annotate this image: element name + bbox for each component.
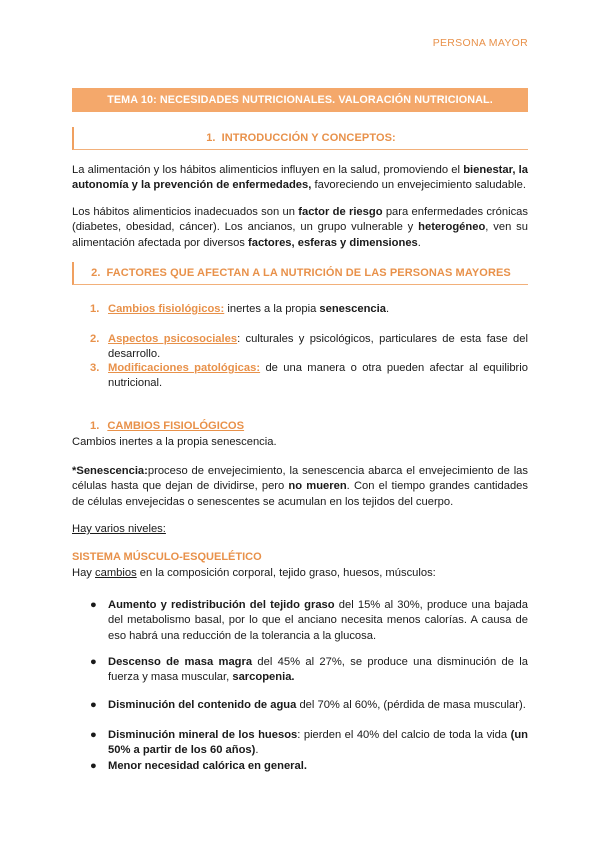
bold-span: bienestar, la autonomía y la prevención de enfermedades,: [72, 164, 528, 192]
text-span: . Con el tiempo grandes cantidades de células envejecidas o senescentes se acumulan en los tejidos del cuerpo.: [72, 480, 528, 508]
header-tag: PERSONA MAYOR: [432, 37, 528, 49]
list-number: 3.: [90, 362, 100, 374]
intro-paragraph-2: [72, 205, 528, 251]
bold-span: (un 50% a partir de los 60 años): [108, 729, 528, 757]
bold-span: factores, esferas y dimensiones: [248, 236, 418, 249]
subsection-1-title: CAMBIOS FISIOLÓGICOS: [107, 420, 245, 432]
bullet-item: [90, 598, 528, 644]
text-span: de una manera o otra pueden afectar al equilibrio nutricional.: [108, 362, 528, 390]
subsection-1-number: 1.: [90, 420, 100, 432]
text-span: Hay: [72, 567, 96, 579]
bullet-item: [90, 728, 528, 759]
bullet-item: [90, 759, 528, 774]
bold-span: Aumento y redistribución del tejido graso: [108, 599, 335, 611]
levels-text: [72, 522, 528, 537]
senescencia-definition: [72, 464, 528, 510]
text-span: en la composición corporal, tejido graso, huesos, músculos:: [136, 567, 436, 579]
bullet-icon: ●: [90, 656, 97, 668]
bold-span: senescencia: [319, 303, 386, 315]
list-item: [90, 332, 528, 363]
text-span: Los hábitos alimenticios inadecuados son un: [72, 206, 299, 218]
section-2-number: 2.: [91, 267, 101, 279]
section-1-number: 1.: [206, 132, 216, 144]
intro-paragraph-1: [72, 163, 528, 194]
text-span: : culturales y psicológicos, particulares de esta fase del desarrollo.: [108, 333, 528, 361]
text-span: .: [255, 744, 259, 757]
text-span: favoreciendo un envejecimiento saludable.: [311, 179, 526, 192]
section-1-title: [74, 127, 528, 149]
text-span: .: [417, 236, 421, 249]
list-item: [90, 302, 528, 317]
subsection-1-heading: [90, 420, 244, 432]
bold-span: Disminución mineral de los huesos: [108, 729, 298, 741]
text-span: del 70% al 60%, (pérdida de masa muscular).: [296, 699, 526, 711]
musculo-heading: SISTEMA MÚSCULO-ESQUELÉTICO: [72, 551, 262, 563]
section-1-header: [72, 127, 528, 150]
factor-link-aspectos-psicosociales[interactable]: Aspectos psicosociales: [108, 333, 238, 345]
bold-span: Descenso de masa magra: [108, 656, 253, 668]
factor-link-modificaciones-patologicas[interactable]: Modificaciones patológicas:: [108, 362, 261, 374]
factor-link-cambios-fisiologicos[interactable]: Cambios fisiológicos:: [108, 303, 225, 315]
text-span: : pierden el 40% del calcio de toda la vida: [297, 729, 511, 741]
bold-span: Disminución del contenido de agua: [108, 699, 297, 711]
text-span: La alimentación y los hábitos alimenticios influyen en la salud, promoviendo el: [72, 164, 464, 176]
bullet-icon: ●: [90, 699, 97, 711]
list-number: 1.: [90, 303, 100, 315]
bullet-item: [90, 655, 528, 686]
text-span: para enfermedades crónicas (diabetes, obesidad, cáncer). Los ancianos, un grupo vulnerable y: [72, 206, 528, 234]
text-span: , ven su alimentación afectada por diversos: [72, 221, 528, 249]
section-2-title-text: FACTORES QUE AFECTAN A LA NUTRICIÓN DE LAS PERSONAS MAYORES: [106, 267, 511, 279]
bullet-item: [90, 698, 528, 713]
list-item: [90, 361, 528, 392]
text-span: .: [385, 303, 390, 315]
topic-title-bar: TEMA 10: NECESIDADES NUTRICIONALES. VALORACIÓN NUTRICIONAL.: [72, 88, 528, 112]
text-span: proceso de envejecimiento, la senescencia abarca el envejecimiento de las células hasta que dejan de dividirse, pero: [72, 465, 528, 493]
subsection-1-intro: Cambios inertes a la propia senescencia.: [72, 436, 277, 448]
musculo-intro: [72, 566, 528, 581]
text-span: del 45% al 27%, se produce una disminución de la fuerza y masa muscular,: [108, 656, 529, 684]
bullet-icon: ●: [90, 599, 97, 611]
underlined-span: cambios: [95, 567, 137, 579]
list-number: 2.: [90, 333, 100, 345]
section-2-title: [74, 262, 528, 284]
bold-span: no mueren: [288, 480, 347, 493]
underlined-span: Hay varios niveles:: [72, 523, 166, 535]
text-span: inertes a la propia: [224, 303, 320, 315]
section-2-header: [72, 262, 528, 285]
bullet-icon: ●: [90, 760, 97, 772]
text-span: del 15% al 30%, produce una bajada del metabolismo basal, por lo que el anciano necesita menos calorías. A causa de eso habrá una reducción de la tolerancia a la glucosa.: [108, 599, 528, 642]
bold-span: sarcopenia.: [232, 671, 295, 684]
bold-span: Menor necesidad calórica en general.: [108, 760, 307, 772]
bold-span: *Senescencia:: [72, 465, 148, 477]
bold-span: heterogéneo: [418, 221, 486, 234]
section-1-title-text: INTRODUCCIÓN Y CONCEPTOS:: [221, 132, 396, 144]
bold-span: factor de riesgo: [298, 206, 383, 218]
bullet-icon: ●: [90, 729, 97, 741]
